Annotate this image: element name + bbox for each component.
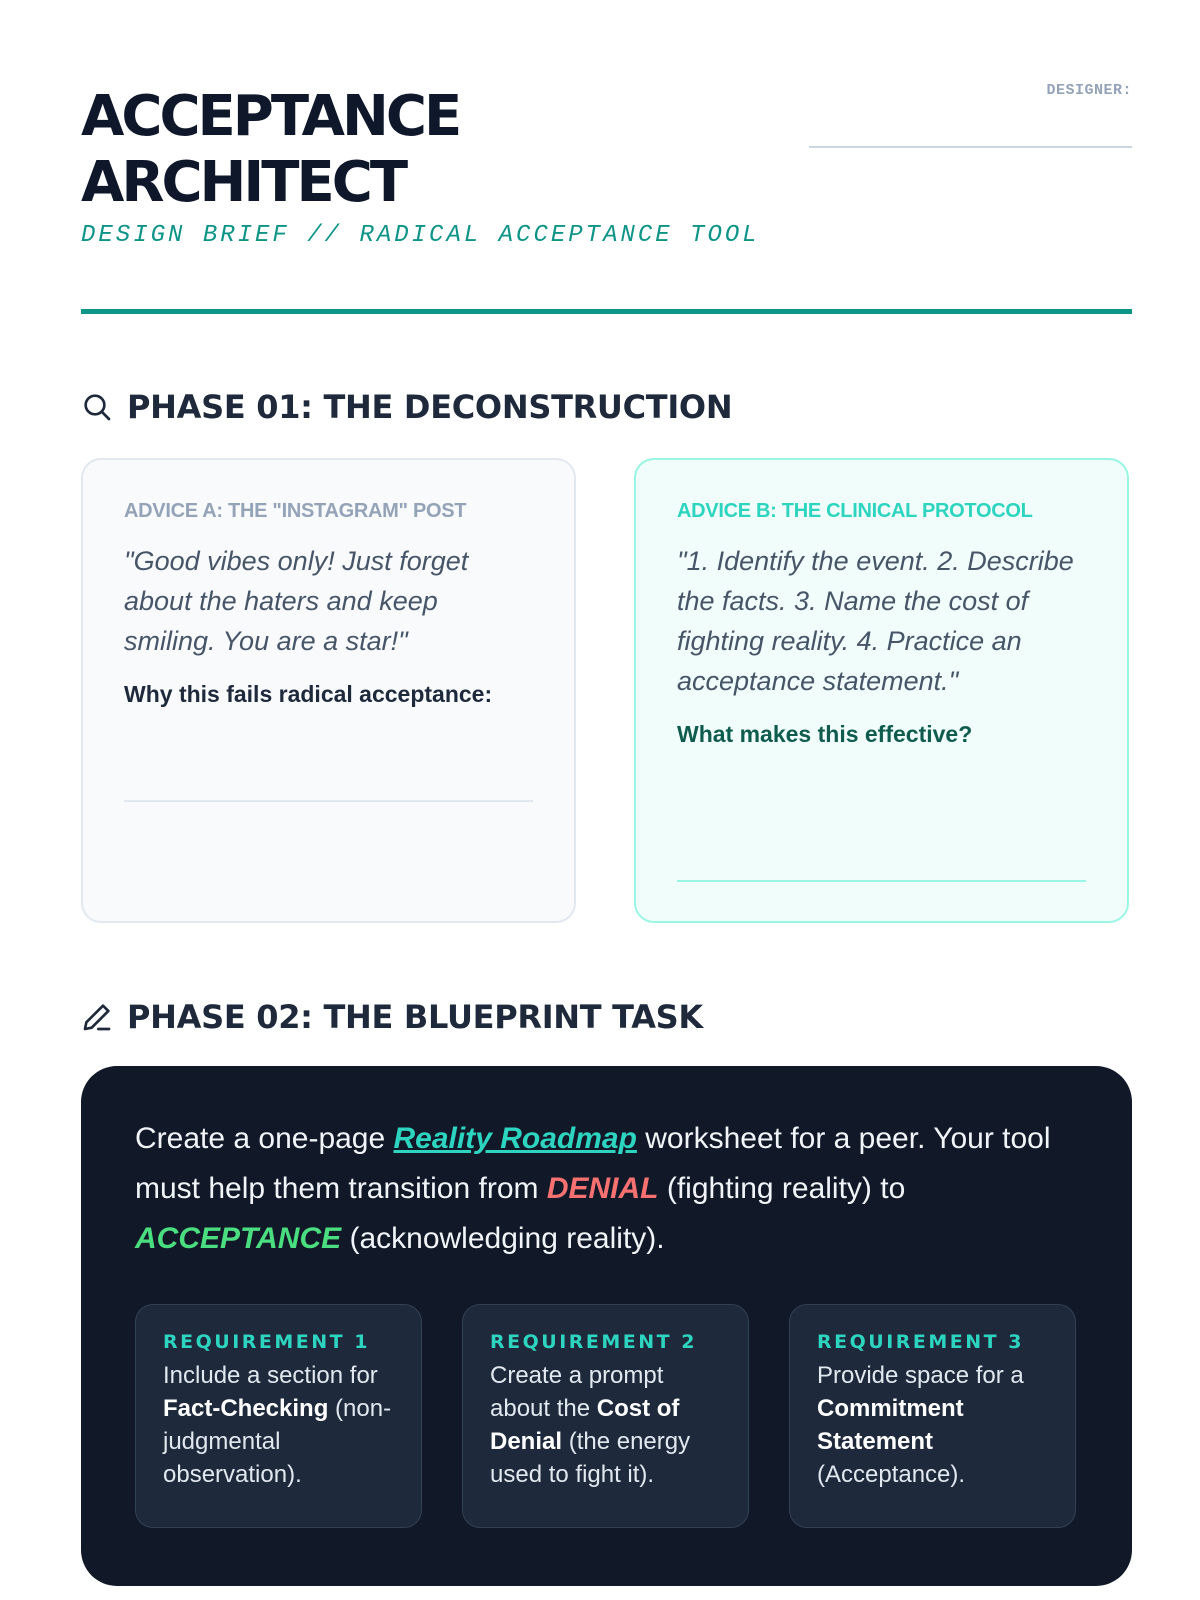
requirement-1-post: (non-judgmental observation). — [163, 1395, 392, 1488]
task-text-part3: (fighting reality) to — [658, 1172, 906, 1205]
requirement-2-post: (the energy used to fight it). — [490, 1428, 691, 1488]
advice-a-label: ADVICE A: THE "INSTAGRAM" POST — [124, 500, 467, 522]
title-line-2: ARCHITECT — [81, 150, 406, 215]
phase1-title: PHASE 01: THE DECONSTRUCTION — [127, 388, 733, 426]
designer-label: DESIGNER: — [1046, 82, 1132, 99]
requirement-2-pre: Create a prompt about the — [490, 1362, 664, 1422]
requirement-1-pre: Include a section for — [163, 1362, 378, 1389]
requirements-row — [135, 1304, 1078, 1528]
requirement-3-post: (Acceptance). — [817, 1461, 966, 1488]
task-text-part1: Create a one-page — [135, 1122, 394, 1155]
reality-roadmap-highlight: Reality Roadmap — [393, 1122, 637, 1155]
requirement-3-label: REQUIREMENT 3 — [817, 1331, 1024, 1353]
phase1-heading — [81, 388, 732, 426]
phase2-title: PHASE 02: THE BLUEPRINT TASK — [127, 998, 703, 1036]
advice-a-answer-line[interactable] — [124, 800, 533, 802]
pencil-icon — [81, 1001, 113, 1033]
requirement-2-text — [490, 1359, 726, 1491]
acceptance-highlight: ACCEPTANCE — [135, 1222, 342, 1255]
requirement-1-bold: Fact-Checking — [163, 1395, 329, 1422]
phase2-heading — [81, 998, 703, 1036]
requirement-1-text — [163, 1359, 399, 1491]
requirement-2-label: REQUIREMENT 2 — [490, 1331, 697, 1353]
designer-field[interactable] — [809, 82, 1132, 148]
requirement-card-1 — [135, 1304, 422, 1528]
advice-a-quote: "Good vibes only! Just forget about the haters and keep smiling. You are a star!" — [124, 546, 469, 656]
task-text-part4: (acknowledging reality). — [341, 1222, 665, 1255]
requirement-2-bold: Cost of Denial — [490, 1395, 680, 1455]
title-line-1: ACCEPTANCE — [81, 84, 460, 149]
header-divider — [81, 309, 1132, 314]
blueprint-task-panel — [81, 1066, 1132, 1586]
task-description — [135, 1114, 1078, 1264]
requirement-3-pre: Provide space for a — [817, 1362, 1024, 1389]
requirement-3-text — [817, 1359, 1053, 1491]
requirement-card-3 — [789, 1304, 1076, 1528]
page-subtitle: DESIGN BRIEF // RADICAL ACCEPTANCE TOOL — [81, 222, 760, 249]
page-title — [81, 84, 459, 216]
advice-b-quote: "1. Identify the event. 2. Describe the facts. 3. Name the cost of fighting reality. 4. Practice an acceptance statement." — [677, 546, 1074, 696]
advice-b-card — [634, 458, 1129, 923]
advice-b-question: What makes this effective? — [677, 721, 973, 747]
search-icon — [81, 391, 113, 423]
requirement-1-label: REQUIREMENT 1 — [163, 1331, 370, 1353]
advice-b-answer-line[interactable] — [677, 880, 1086, 882]
requirement-card-2 — [462, 1304, 749, 1528]
denial-highlight: DENIAL — [546, 1172, 659, 1205]
task-text-part2: worksheet for a peer. Your tool must help them transition from — [135, 1122, 1051, 1205]
advice-a-question: Why this fails radical acceptance: — [124, 681, 493, 707]
advice-a-card — [81, 458, 576, 923]
requirement-3-bold: Commitment Statement — [817, 1395, 964, 1455]
advice-b-label: ADVICE B: THE CLINICAL PROTOCOL — [677, 500, 1033, 522]
worksheet-page — [81, 0, 1132, 1600]
